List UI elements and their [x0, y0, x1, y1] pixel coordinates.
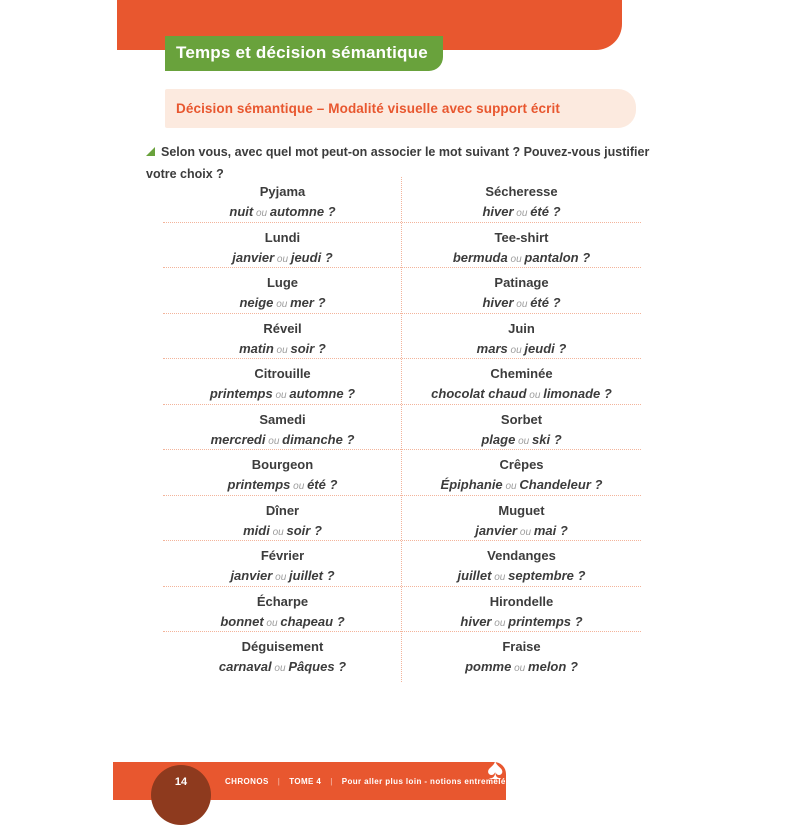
question-mark: ?: [600, 386, 612, 401]
section-title: Décision sémantique – Modalité visuelle avec support écrit: [176, 101, 560, 116]
footer-subtitle: Pour aller plus loin - notions entremêlées: [341, 776, 516, 786]
word-pair-cell-right: [402, 450, 641, 495]
or-word: ou: [513, 299, 531, 310]
option-word: automne: [289, 386, 344, 401]
stimulus-word: Écharpe: [256, 593, 309, 609]
stimulus-word: Patinage: [494, 275, 549, 290]
stimulus-word: Sorbet: [500, 411, 543, 427]
or-word: ou: [263, 617, 281, 629]
question-mark: ?: [333, 613, 345, 629]
or-word: ou: [271, 663, 289, 674]
footer-separator: |: [330, 776, 333, 786]
option-word: printemps: [209, 386, 273, 401]
stimulus-word: Citrouille: [254, 366, 311, 381]
option-word: carnaval: [218, 659, 272, 674]
page-title: Temps et décision sémantique: [176, 42, 428, 62]
question-mark: ?: [323, 568, 335, 583]
stimulus-word: Réveil: [263, 320, 302, 336]
word-pair-row: [163, 450, 641, 496]
options-line: [402, 520, 641, 543]
options-line: [402, 474, 641, 497]
or-word: ou: [274, 253, 291, 265]
word-pair-row: [163, 632, 641, 678]
option-word: mercredi: [210, 431, 266, 447]
word-pair-cell-left: [163, 268, 402, 313]
word-pair-cell-left: [163, 405, 402, 450]
option-word: Pâques: [288, 659, 335, 674]
option-word: pantalon: [524, 249, 579, 265]
options-line: [402, 656, 641, 679]
or-word: ou: [269, 526, 287, 538]
option-word: Chandeleur: [519, 477, 591, 492]
option-word: été: [530, 204, 549, 219]
stimulus-word: Déguisement: [241, 639, 324, 654]
word-pair-row: [163, 496, 641, 542]
stimulus-word: Pyjama: [259, 184, 306, 199]
option-word: mai: [533, 522, 557, 538]
option-word: été: [307, 477, 326, 492]
page-number: 14: [174, 776, 188, 788]
or-word: ou: [272, 572, 290, 583]
question-mark: ?: [324, 204, 336, 219]
options-line: [163, 247, 402, 270]
word-pair-row: [163, 405, 641, 451]
question-mark: ?: [550, 431, 562, 447]
question-mark: ?: [314, 340, 326, 356]
question-mark: ?: [325, 477, 338, 492]
question-mark: ?: [343, 386, 356, 401]
option-word: janvier: [232, 249, 275, 265]
word-pair-row: [163, 314, 641, 360]
option-word: hiver: [482, 204, 514, 219]
footer-separator: |: [277, 776, 281, 786]
stimulus-word: Fraise: [502, 639, 541, 654]
page-number-badge: [151, 765, 211, 825]
question-mark: ?: [571, 613, 583, 629]
word-pair-cell-left: [163, 587, 402, 632]
or-word: ou: [253, 208, 270, 219]
stimulus-word: Luge: [266, 275, 299, 290]
word-pair-cell-right: [402, 314, 641, 359]
word-pair-cell-right: [402, 541, 641, 586]
options-line: [163, 565, 402, 588]
option-word: hiver: [460, 613, 492, 629]
question-mark: ?: [566, 659, 578, 674]
word-pair-cell-left: [163, 632, 402, 678]
or-word: ou: [515, 435, 532, 447]
option-word: janvier: [230, 568, 273, 583]
instruction-text: Selon vous, avec quel mot peut-on associer le mot suivant ? Pouvez-vous justifier votre choix ?: [146, 145, 650, 181]
word-pair-cell-left: [163, 314, 402, 359]
stimulus-word: Février: [260, 548, 305, 563]
word-pair-cell-right: [402, 632, 641, 678]
or-word: ou: [517, 526, 534, 538]
option-word: mer: [290, 295, 314, 310]
option-word: juillet: [289, 568, 323, 583]
options-line: [402, 201, 641, 224]
option-word: dimanche: [282, 431, 343, 447]
question-mark: ?: [578, 249, 591, 265]
option-word: pomme: [465, 659, 512, 674]
options-line: [163, 201, 402, 224]
option-word: hiver: [482, 295, 514, 310]
option-word: Épiphanie: [440, 477, 503, 492]
option-word: limonade: [543, 386, 601, 401]
option-word: ski: [532, 431, 551, 447]
page-title-box: [165, 36, 443, 71]
footer-brand: CHRONOS: [225, 776, 269, 786]
options-line: [402, 565, 641, 588]
question-mark: ?: [321, 249, 333, 265]
or-word: ou: [526, 390, 544, 401]
options-line: [163, 611, 402, 634]
option-word: janvier: [475, 522, 518, 538]
option-word: nuit: [229, 204, 254, 219]
word-pair-row: [163, 268, 641, 314]
section-header: [165, 89, 636, 128]
stimulus-word: Hirondelle: [489, 593, 554, 609]
word-pair-cell-right: [402, 223, 641, 268]
option-word: automne: [269, 204, 325, 219]
stimulus-word: Bourgeon: [251, 457, 314, 472]
option-word: juillet: [457, 568, 492, 583]
options-line: [163, 520, 402, 543]
options-line: [402, 383, 641, 406]
options-line: [402, 338, 641, 361]
option-word: printemps: [508, 613, 572, 629]
options-line: [402, 611, 641, 634]
or-word: ou: [290, 481, 308, 492]
stimulus-word: Samedi: [259, 411, 306, 427]
question-mark: ?: [342, 431, 355, 447]
option-word: plage: [481, 431, 516, 447]
options-line: [163, 292, 402, 315]
word-pair-cell-left: [163, 177, 402, 222]
option-word: été: [530, 295, 549, 310]
option-word: midi: [243, 522, 270, 538]
option-word: bermuda: [452, 249, 508, 265]
question-mark: ?: [313, 295, 326, 310]
question-mark: ?: [310, 522, 322, 538]
stimulus-word: Dîner: [265, 502, 300, 518]
word-pair-cell-right: [402, 268, 641, 313]
question-mark: ?: [549, 295, 561, 310]
stimulus-word: Juin: [508, 320, 535, 336]
options-line: [402, 429, 641, 452]
question-mark: ?: [556, 522, 568, 538]
triangle-bullet-icon: [146, 147, 155, 156]
or-word: ou: [273, 299, 291, 310]
word-pair-cell-left: [163, 496, 402, 541]
word-pair-row: [163, 541, 641, 587]
word-pair-row: [163, 223, 641, 269]
or-word: ou: [513, 208, 531, 219]
footer-text: [225, 762, 515, 800]
word-pair-cell-right: [402, 405, 641, 450]
option-word: melon: [528, 659, 567, 674]
options-line: [163, 429, 402, 452]
question-mark: ?: [573, 568, 586, 583]
options-line: [163, 474, 402, 497]
or-word: ou: [272, 390, 290, 401]
option-word: septembre: [508, 568, 574, 583]
options-line: [163, 656, 402, 679]
stimulus-word: Vendanges: [487, 548, 556, 563]
options-line: [163, 383, 402, 406]
question-mark: ?: [549, 204, 561, 219]
question-mark: ?: [334, 659, 347, 674]
word-pair-cell-right: [402, 359, 641, 404]
word-pair-row: [163, 587, 641, 633]
word-pair-row: [163, 359, 641, 405]
word-pair-cell-right: [402, 587, 641, 632]
stimulus-word: Tee-shirt: [494, 229, 549, 245]
column-divider: [401, 177, 402, 682]
or-word: ou: [265, 435, 283, 447]
option-word: jeudi: [524, 340, 555, 356]
options-line: [402, 292, 641, 315]
option-word: bonnet: [220, 613, 264, 629]
spade-icon: ♠: [487, 753, 503, 786]
word-pair-cell-left: [163, 541, 402, 586]
or-word: ou: [491, 572, 509, 583]
option-word: chocolat chaud: [431, 386, 527, 401]
word-pair-cell-left: [163, 450, 402, 495]
option-word: mars: [476, 340, 508, 356]
word-pair-cell-left: [163, 223, 402, 268]
stimulus-word: Sécheresse: [485, 184, 558, 199]
or-word: ou: [502, 481, 520, 492]
word-pair-cell-right: [402, 496, 641, 541]
stimulus-word: Lundi: [264, 229, 301, 245]
or-word: ou: [273, 344, 291, 356]
option-word: printemps: [227, 477, 291, 492]
stimulus-word: Cheminée: [490, 366, 553, 381]
word-pair-rows: [163, 177, 641, 678]
option-word: matin: [239, 340, 274, 356]
word-pair-cell-right: [402, 177, 641, 222]
or-word: ou: [507, 344, 525, 356]
option-word: neige: [239, 295, 274, 310]
question-mark: ?: [554, 340, 567, 356]
option-word: jeudi: [290, 249, 322, 265]
options-line: [402, 247, 641, 270]
stimulus-word: Crêpes: [499, 457, 544, 472]
word-pair-table: [163, 177, 641, 678]
question-mark: ?: [590, 477, 603, 492]
option-word: soir: [286, 522, 311, 538]
word-pair-row: [163, 177, 641, 223]
footer-volume: TOME 4: [289, 776, 322, 786]
top-banner: [117, 0, 622, 62]
or-word: ou: [511, 663, 529, 674]
option-word: chapeau: [280, 613, 334, 629]
word-pair-cell-left: [163, 359, 402, 404]
or-word: ou: [507, 253, 525, 265]
or-word: ou: [491, 617, 509, 629]
option-word: soir: [290, 340, 315, 356]
stimulus-word: Muguet: [498, 502, 545, 518]
options-line: [163, 338, 402, 361]
